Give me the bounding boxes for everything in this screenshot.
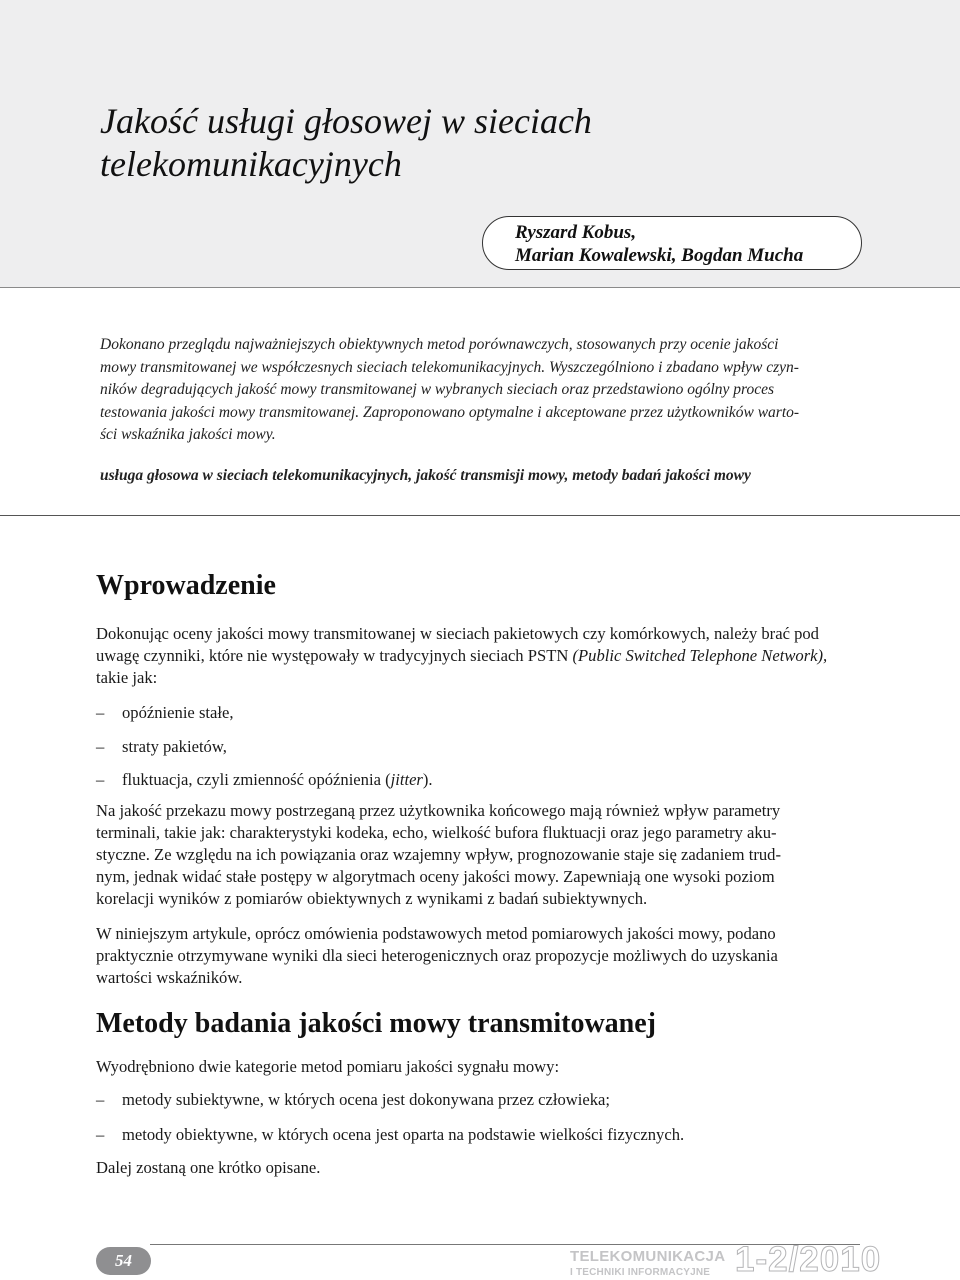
dash-bullet: – [96,1090,105,1109]
dash-bullet: – [96,770,105,789]
abstract-line: testowania jakości mowy transmitowanej. Zaproponowano optymalne i akceptowane przez użytkowników warto- [100,403,800,421]
abstract-line: mowy transmitowanej we współczesnych sieciach telekomunikacyjnych. Wyszczególniono i zbadano wpływ czyn- [100,358,799,376]
paragraph-line: korelacji wyników z pomiarów obiektywnych z wynikami z badań subiektywnych. [96,889,648,908]
article-title [100,100,880,186]
paragraph-line: praktycznie otrzymywane wyniki dla sieci heterogenicznych oraz propozycje możliwych do uzyskania [96,946,778,965]
methods-outro: Dalej zostaną one krótko opisane. [96,1158,321,1177]
abstract-line: ści wskaźnika jakości mowy. [100,426,276,443]
abstract [100,334,862,447]
paragraph-terminals [96,800,781,910]
keywords: usługa głosowa w sieciach telekomunikacyjnych, jakość transmisji mowy, metody badań jakości mowy [100,467,751,484]
intro-line: takie jak: [96,668,158,687]
paragraph-line: Na jakość przekazu mowy postrzeganą przez użytkownika końcowego mają również wpływ parametry [96,801,781,820]
abstract-line: ników degradujących jakość mowy transmitowanej w wybranych sieciach oraz przedstawiono ogólny proces [100,381,775,398]
jitter-term: jitter [390,770,423,789]
methods-intro: Wyodrębniono dwie kategorie metod pomiaru jakości sygnału mowy: [96,1057,560,1076]
paragraph-line: terminali, takie jak: charakterystyki kodeka, echo, wielkość bufora fluktuacji oraz jego parametry aku- [96,823,777,842]
dash-bullet: – [96,1125,105,1144]
heading-methods: Metody badania jakości mowy transmitowanej [96,1008,656,1039]
paragraph-line: wartości wskaźników. [96,968,243,987]
issue-number: 1-2/2010 [735,1240,882,1279]
heading-introduction: Wprowadzenie [96,570,276,601]
journal-name-line-2: I TECHNIKI INFORMACYJNE [570,1267,711,1278]
list-item: – metody subiektywne, w których ocena jest dokonywana przez człowieka; [96,1090,610,1109]
list-item: – fluktuacja, czyli zmienność opóźnienia (jitter). [96,770,433,789]
journal-name-line-1: TELEKOMUNIKACJA [570,1248,726,1265]
authors-box [482,216,862,270]
section-divider [0,515,960,516]
title-line-1: Jakość usługi głosowej w sieciach [100,101,592,141]
author-line-2: Marian Kowalewski, Bogdan Mucha [515,245,804,266]
intro-line: Dokonując oceny jakości mowy transmitowanej w sieciach pakietowych czy komórkowych, należy brać pod [96,624,819,643]
author-line-1: Ryszard Kobus, [515,222,637,243]
paragraph-line: nym, jednak widać stałe postępy w algorytmach oceny jakości mowy. Zapewniają one wysoki poziom [96,867,775,886]
list-item: – straty pakietów, [96,737,227,756]
title-line-2: telekomunikacyjnych [100,144,402,184]
intro-line: uwagę czynniki, które nie występowały w tradycyjnych sieciach PSTN (Public Switched Telephone Network), [96,646,828,665]
abstract-line: Dokonano przeglądu najważniejszych obiektywnych metod porównawczych, stosowanych przy ocenie jakości [100,336,779,353]
paragraph-article-scope [96,923,778,989]
journal-name [570,1249,725,1279]
dash-bullet: – [96,703,105,722]
dash-bullet: – [96,737,105,756]
pstn-expansion: (Public Switched Telephone Network), [572,646,828,665]
intro-paragraph [96,623,827,689]
list-item: – opóźnienie stałe, [96,703,234,722]
list-item: – metody obiektywne, w których ocena jest oparta na podstawie wielkości fizycznych. [96,1125,685,1144]
paragraph-line: W niniejszym artykule, oprócz omówienia podstawowych metod pomiarowych jakości mowy, podano [96,924,776,943]
paragraph-line: styczne. Ze względu na ich powiązania oraz wzajemny wpływ, prognozowanie staje się zadaniem trud- [96,845,781,864]
page-number-badge: 54 [96,1247,151,1275]
